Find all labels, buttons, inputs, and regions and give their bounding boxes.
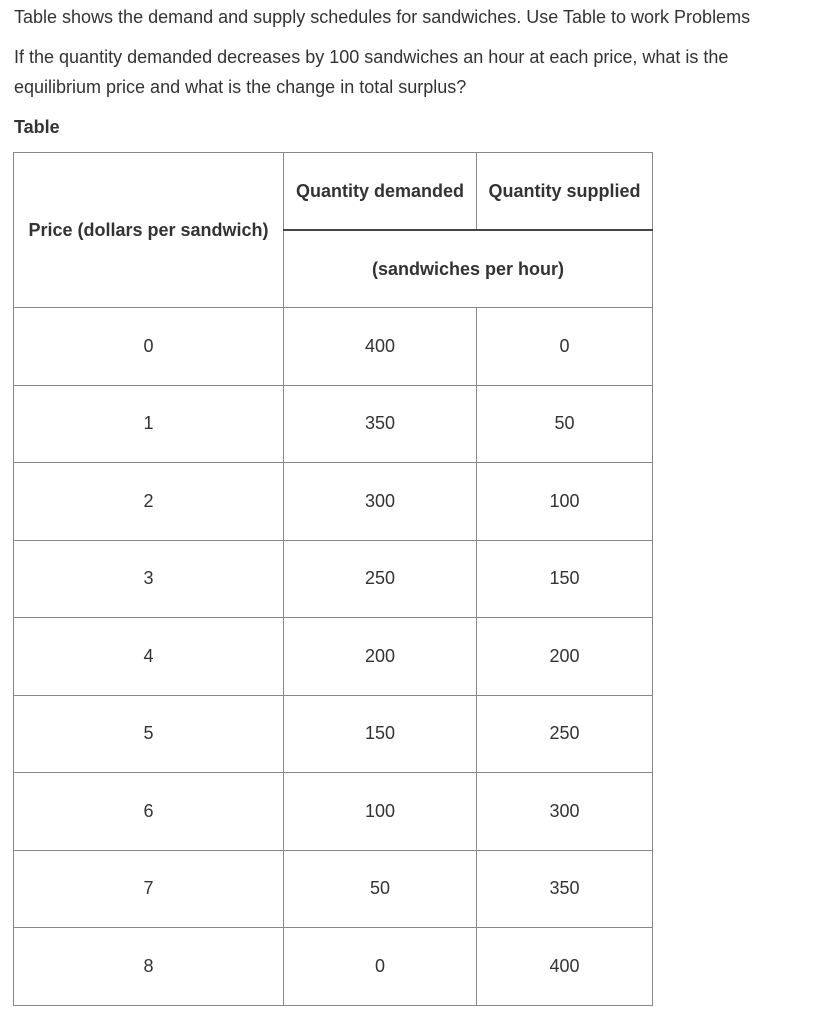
demanded-cell: 50: [284, 850, 477, 928]
supplied-cell: 100: [477, 463, 653, 541]
supplied-cell: 300: [477, 773, 653, 851]
quantity-demanded-header: Quantity demanded: [284, 153, 477, 231]
price-cell: 8: [14, 928, 284, 1006]
intro-text: Table shows the demand and supply schedules for sandwiches. Use Table to work Problems: [14, 7, 751, 27]
table-row: [14, 385, 653, 463]
table-row: [14, 850, 653, 928]
price-cell: 4: [14, 618, 284, 696]
price-cell: 6: [14, 773, 284, 851]
table-row: [14, 463, 653, 541]
supplied-cell: 50: [477, 385, 653, 463]
table-row: [14, 695, 653, 773]
table-row: [14, 308, 653, 386]
table-row: [14, 618, 653, 696]
question-line-2: equilibrium price and what is the change in total surplus?: [14, 77, 467, 97]
price-cell: 0: [14, 308, 284, 386]
price-header: Price (dollars per sandwich): [14, 153, 284, 308]
supplied-cell: 200: [477, 618, 653, 696]
schedule-table: [13, 152, 653, 1006]
price-cell: 5: [14, 695, 284, 773]
demanded-cell: 400: [284, 308, 477, 386]
supplied-cell: 400: [477, 928, 653, 1006]
demanded-cell: 350: [284, 385, 477, 463]
supplied-cell: 250: [477, 695, 653, 773]
price-cell: 7: [14, 850, 284, 928]
demanded-cell: 300: [284, 463, 477, 541]
table-row: [14, 773, 653, 851]
demanded-cell: 200: [284, 618, 477, 696]
demanded-cell: 150: [284, 695, 477, 773]
demanded-cell: 250: [284, 540, 477, 618]
supplied-cell: 350: [477, 850, 653, 928]
supplied-cell: 150: [477, 540, 653, 618]
demanded-cell: 0: [284, 928, 477, 1006]
demanded-cell: 100: [284, 773, 477, 851]
table-row: [14, 540, 653, 618]
table-row: [14, 928, 653, 1006]
table-label: Table: [14, 117, 60, 137]
price-cell: 3: [14, 540, 284, 618]
price-cell: 1: [14, 385, 284, 463]
question-line-1: If the quantity demanded decreases by 100 sandwiches an hour at each price, what is the: [14, 47, 729, 67]
units-header: (sandwiches per hour): [284, 230, 653, 308]
supplied-cell: 0: [477, 308, 653, 386]
quantity-supplied-header: Quantity supplied: [477, 153, 653, 231]
price-cell: 2: [14, 463, 284, 541]
